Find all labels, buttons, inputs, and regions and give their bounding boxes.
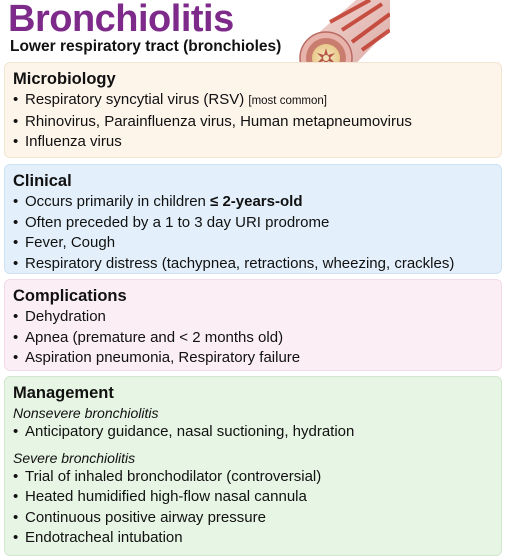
page-subtitle: Lower respiratory tract (bronchioles) [10, 38, 282, 55]
list-item: • Trial of inhaled bronchodilator (controversial) [13, 467, 493, 488]
list-item: • Influenza virus [13, 132, 493, 153]
management-section [4, 376, 502, 556]
complications-heading: Complications [13, 287, 127, 305]
note-label: [most common] [248, 95, 327, 107]
microbiology-list [13, 90, 493, 153]
microbiology-section [4, 62, 502, 158]
list-item: • Endotracheal intubation [13, 528, 493, 549]
list-item: • Occurs primarily in children ≤ 2-years-old [13, 192, 493, 213]
clinical-section [4, 164, 502, 274]
nonsevere-label: Nonsevere bronchiolitis [13, 405, 159, 421]
header [6, 0, 500, 62]
page-title: Bronchiolitis [8, 0, 234, 40]
complications-list [13, 307, 493, 369]
list-item: • Heated humidified high-flow nasal cannula [13, 487, 493, 508]
list-item: • Aspiration pneumonia, Respiratory failure [13, 348, 493, 369]
clinical-list [13, 192, 493, 274]
list-item: • Respiratory distress (tachypnea, retractions, wheezing, crackles) [13, 254, 493, 275]
list-item: • Continuous positive airway pressure [13, 508, 493, 529]
severe-list [13, 467, 493, 549]
list-item: • Rhinovirus, Parainfluenza virus, Human metapneumovirus [13, 112, 493, 133]
nonsevere-list [13, 422, 493, 443]
list-item: • Respiratory syncytial virus (RSV) [most common] [13, 90, 493, 112]
microbiology-heading: Microbiology [13, 70, 116, 88]
clinical-heading: Clinical [13, 172, 72, 190]
management-heading: Management [13, 384, 114, 402]
list-item: • Dehydration [13, 307, 493, 328]
list-item: • Apnea (premature and < 2 months old) [13, 328, 493, 349]
list-item: • Fever, Cough [13, 233, 493, 254]
complications-section [4, 279, 502, 371]
list-item: • Often preceded by a 1 to 3 day URI prodrome [13, 213, 493, 234]
list-item: • Anticipatory guidance, nasal suctioning, hydration [13, 422, 493, 443]
age-emphasis: ≤ 2-years-old [210, 193, 303, 210]
severe-label: Severe bronchiolitis [13, 449, 136, 466]
